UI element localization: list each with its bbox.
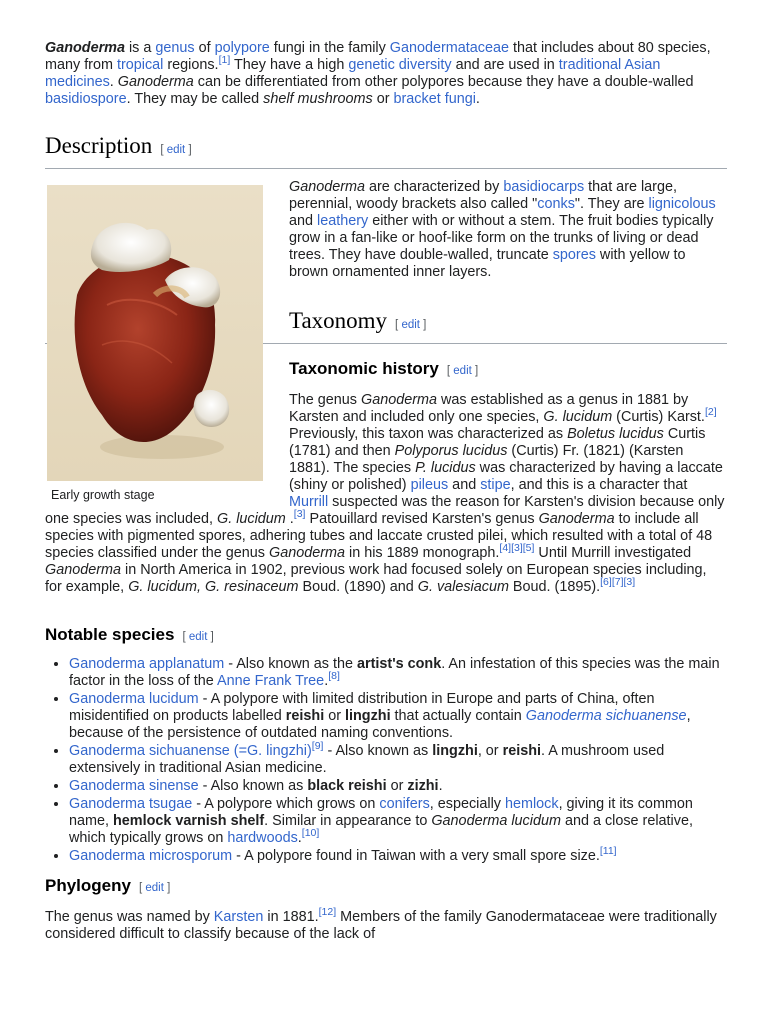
heading-notable-species: Notable species [ edit ] bbox=[45, 625, 214, 644]
heading-phylogeny: Phylogeny [ edit ] bbox=[45, 876, 171, 895]
link-ganodermataceae[interactable]: Ganodermataceae bbox=[389, 40, 509, 56]
link-anne-frank-tree[interactable]: Anne Frank Tree bbox=[217, 673, 325, 689]
link-species[interactable]: Ganoderma tsugae bbox=[69, 796, 193, 812]
link-hemlock[interactable]: hemlock bbox=[504, 796, 559, 812]
link-bracket-fungi[interactable]: bracket fungi bbox=[393, 91, 476, 107]
link-conks[interactable]: conks bbox=[537, 196, 575, 212]
intro-paragraph: Ganoderma is a genus of polypore fungi in the family Ganodermataceae that includes about 80 species, many from tropical regions.[1] They have a high genetic diversity and are used in traditional Asian medicines. Ganoderma can be differentiated from other polypores because they have a double-walled basidiospore. They may be called shelf mushrooms or bracket fungi. bbox=[45, 40, 711, 107]
reference-6-7-3[interactable]: [6][7][3] bbox=[600, 576, 636, 589]
reference-8[interactable]: [8] bbox=[328, 670, 340, 683]
description-paragraph: Ganoderma are characterized by basidiocarps that are large, perennial, woody brackets also called "conks". They are lignicolous and leathery either with or without a stem. The fruit bodies typically grow in a fan-like or hoof-like form on the trunks of living or dead trees. They have double-walled, truncate spores with yellow to brown ornamented inner layers. bbox=[289, 179, 716, 280]
heading-taxonomy: Taxonomy [ edit ] bbox=[45, 307, 727, 344]
reference-9[interactable]: [9] bbox=[311, 740, 324, 753]
link-spores[interactable]: spores bbox=[552, 247, 596, 263]
reference-2[interactable]: [2] bbox=[704, 406, 717, 419]
link-basidiocarps[interactable]: basidiocarps bbox=[503, 179, 585, 195]
link-species[interactable]: Ganoderma applanatum bbox=[69, 656, 225, 672]
link-murrill[interactable]: Murrill bbox=[289, 494, 329, 510]
phylogeny-paragraph: The genus was named by Karsten in 1881.[12] Members of the family Ganodermataceae were traditionally considered difficult to classify because of the lack of bbox=[45, 906, 717, 942]
edit-link-taxonomic-history[interactable]: edit bbox=[453, 365, 472, 377]
reference-4-3-5[interactable]: [4][3][5] bbox=[499, 542, 535, 555]
edit-link-phylogeny[interactable]: edit bbox=[145, 882, 164, 894]
link-leathery[interactable]: leathery bbox=[317, 213, 369, 229]
list-item: • Ganoderma tsugae - A polypore which grows on conifers, especially hemlock, giving it its common name, hemlock varnish shelf. Similar in appearance to Ganoderma lucidum and a close relative, which typically grows on hardwoods.[10] bbox=[69, 796, 727, 847]
link-species[interactable]: Ganoderma microsporum bbox=[69, 848, 233, 864]
link-pileus[interactable]: pileus bbox=[410, 477, 449, 493]
link-hardwoods[interactable]: hardwoods bbox=[227, 830, 298, 846]
link-karsten[interactable]: Karsten bbox=[213, 909, 264, 925]
link-species[interactable]: Ganoderma sichuanense bbox=[525, 708, 687, 724]
reference-3[interactable]: [3] bbox=[293, 508, 306, 521]
link-conifers[interactable]: conifers bbox=[379, 796, 430, 812]
list-item: • Ganoderma lucidum - A polypore with limited distribution in Europe and parts of China, often misidentified on products labelled reishi or lingzhi that actually contain Ganoderma sichuanense, because of the persistence of outdated naming conventions. bbox=[69, 691, 727, 742]
reference-1[interactable]: [1] bbox=[218, 54, 231, 67]
list-item: • Ganoderma microsporum - A polypore found in Taiwan with a very small spore size.[11] bbox=[69, 848, 727, 865]
edit-link-notable-species[interactable]: edit bbox=[188, 631, 208, 643]
taxonomic-history-paragraph: The genus Ganoderma was established as a genus in 1881 by Karsten and included only one species, G. lucidum (Curtis) Karst.[2] Previously, this taxon was characterized as Boletus lucidus Curtis (1781) and then Polyporus lucidus (Curtis) Fr. (1821) (Karsten 1881). The species P. lucidus was characterized by having a laccate (shiny or polished) pileus and stipe, and this is a character that Murrill suspected was the reason for Karsten's division because only one species was included, G. lucidum .[3] Patouillard revised Karsten's genus Ganoderma to include all species with pigmented spores, adhering tubes and laccate crusted pilei, which resulted with a total of 48 species classified under the genus Ganoderma in his 1889 monograph.[4][3][5] Until Murrill investigated Ganoderma in North America in 1902, previous work had focused solely on European species including, for example, G. lucidum, G. resinaceum Boud. (1890) and G. valesiacum Boud. (1895).[6][7][3] bbox=[45, 392, 725, 595]
link-basidiospore[interactable]: basidiospore bbox=[45, 91, 127, 107]
link-species[interactable]: Ganoderma lucidum bbox=[69, 691, 199, 707]
edit-section-taxonomy: [ edit ] bbox=[395, 319, 427, 331]
thumbnail-figure bbox=[47, 185, 265, 503]
link-genetic-diversity[interactable]: genetic diversity bbox=[348, 57, 452, 73]
edit-section-phylogeny: [ edit ] bbox=[138, 882, 171, 894]
notable-species-list bbox=[45, 656, 727, 865]
edit-link-description[interactable]: edit bbox=[166, 144, 186, 156]
thumbnail-caption: Early growth stage bbox=[51, 488, 155, 502]
edit-section-notable-species: [ edit ] bbox=[182, 631, 214, 643]
edit-section-taxonomic-history: [ edit ] bbox=[446, 365, 479, 377]
reference-10[interactable]: [10] bbox=[301, 827, 320, 840]
edit-section-description: [ edit ] bbox=[160, 144, 192, 156]
reference-12[interactable]: [12] bbox=[318, 906, 337, 919]
heading-description: Description [ edit ] bbox=[45, 132, 727, 169]
ganoderma-photo[interactable] bbox=[47, 185, 263, 481]
link-tropical[interactable]: tropical bbox=[116, 57, 164, 73]
mushroom-image bbox=[47, 185, 263, 481]
link-stipe[interactable]: stipe bbox=[480, 477, 511, 493]
article-content bbox=[45, 40, 727, 943]
list-item: • Ganoderma sinense - Also known as black reishi or zizhi. bbox=[69, 778, 727, 795]
link-species[interactable]: Ganoderma sinense bbox=[69, 778, 199, 794]
link-species[interactable]: Ganoderma sichuanense (=G. lingzhi) bbox=[69, 743, 312, 759]
list-item: • Ganoderma applanatum - Also known as the artist's conk. An infestation of this species was the main factor in the loss of the Anne Frank Tree.[8] bbox=[69, 656, 727, 690]
reference-11[interactable]: [11] bbox=[599, 845, 617, 858]
link-lignicolous[interactable]: lignicolous bbox=[648, 196, 716, 212]
link-genus[interactable]: genus bbox=[155, 40, 195, 56]
edit-link-taxonomy[interactable]: edit bbox=[401, 319, 420, 331]
link-polypore[interactable]: polypore bbox=[214, 40, 270, 56]
link-traditional-asian-medicines[interactable]: traditional Asian medicines bbox=[45, 57, 661, 90]
heading-taxonomic-history: Taxonomic history [ edit ] bbox=[289, 359, 479, 378]
list-item: • Ganoderma sichuanense (=G. lingzhi)[9] - Also known as lingzhi, or reishi. A mushroom used extensively in traditional Asian medicine. bbox=[69, 743, 727, 777]
